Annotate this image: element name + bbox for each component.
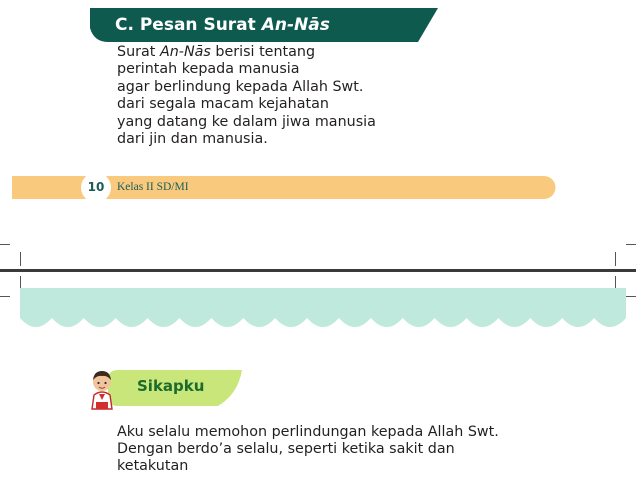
paragraph-line [117,44,437,61]
sikapku-paragraph [117,424,547,475]
student-avatar-icon [85,365,119,411]
page-number: 10 [87,180,105,194]
line1-prefix: Surat [117,44,160,60]
paragraph-line: dari segala macam kejahatan [117,96,329,113]
line1-suffix: berisi tentang [210,44,316,60]
scalloped-band [20,288,626,330]
section-title [115,11,330,39]
paragraph-line: agar berlindung kepada Allah Swt. [117,78,364,95]
line1-italic: An-Nās [159,44,211,60]
crop-mark [626,296,636,297]
sikapku-title: Sikapku [137,377,205,395]
section-title-prefix: C. Pesan Surat [115,15,262,35]
paragraph-line: Aku selalu memohon perlindungan kepada Allah Swt. [117,424,499,440]
paragraph-line: dari jin dan manusia. [117,131,268,148]
crop-mark [615,252,616,266]
paragraph-line: perintah kepada manusia [117,61,300,78]
section-title-italic: An-Nās [261,15,330,35]
surah-message-paragraph [117,44,437,148]
page-divider [0,269,636,272]
crop-mark [20,252,21,266]
crop-mark [0,296,10,297]
paragraph-line: Dengan berdo’a selalu, seperti ketika sakit dan [117,441,455,457]
crop-mark [626,244,636,245]
footer-label: Kelas II SD/MI [117,181,189,193]
paragraph-line: ketakutan [117,458,189,474]
paragraph-line: yang datang ke dalam jiwa manusia [117,113,376,130]
crop-mark [0,244,10,245]
